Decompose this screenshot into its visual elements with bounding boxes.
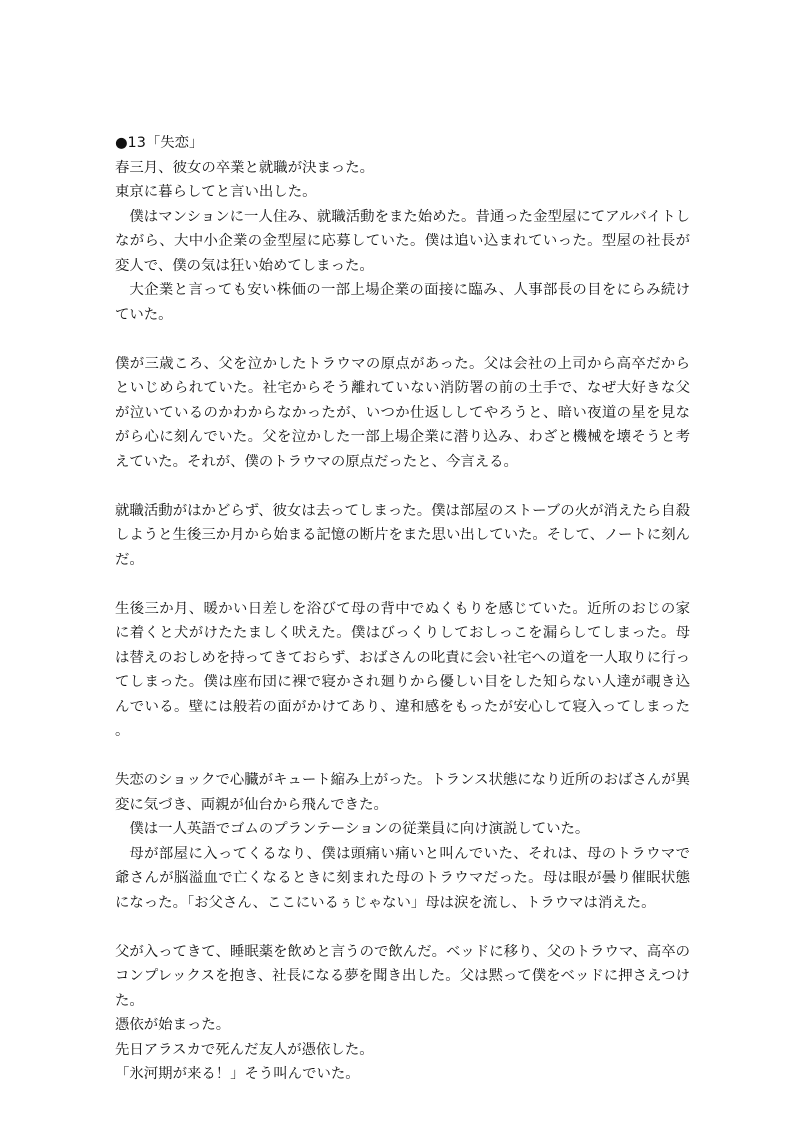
paragraph: 母が部屋に入ってくるなり、僕は頭痛い痛いと叫んでいた、それは、母のトラウマで爺さんが脳溢血で亡くなるときに刻まれた母のトラウマだった。母は眼が曇り催眠状態になった。「お父さん、ここにいるぅじゃない」母は涙を流し、トラウマは消えた。 <box>115 845 690 911</box>
paragraph: 失恋のショックで心臓がキュート縮み上がった。トランス状態になり近所のおばさんが異変に気づき、両親が仙台から飛んできた。 <box>115 772 690 813</box>
paragraph-spacer <box>115 744 690 769</box>
text-line: 憑依が始まった。 <box>115 1017 231 1033</box>
paragraph-spacer <box>115 327 690 352</box>
text-line: 東京に暮らしてと言い出した。 <box>115 184 317 200</box>
text-line: 「氷河期が来る！」そう叫んでいた。 <box>115 1066 360 1082</box>
paragraph: 僕は一人英語でゴムのプランテーションの従業員に向け演説していた。 <box>129 821 590 837</box>
section-heading: ●13「失恋」 <box>115 135 204 151</box>
paragraph-spacer <box>115 572 690 597</box>
paragraph-spacer <box>115 915 690 940</box>
paragraph: 就職活動がはかどらず、彼女は去ってしまった。僕は部屋のストーブの火が消えたら自殺しようと生後三か月から始まる記憶の断片をまた思い出していた。そして、ノートに刻んだ。 <box>115 502 690 568</box>
text-line: 先日アラスカで死んだ友人が憑依した。 <box>115 1041 374 1058</box>
paragraph: 僕はマンションに一人住み、就職活動をまた始めた。昔通った金型屋にてアルバイトしながら、大中小企業の金型屋に応募していた。僕は追い込まれていった。型屋の社長が変人で、僕の気は狂い始めてしまった。 <box>115 208 690 274</box>
paragraph: 大企業と言っても安い株価の一部上場企業の面接に臨み、人事部長の目をにらみ続けていた。 <box>115 282 690 323</box>
document-page <box>115 131 690 1087</box>
paragraph: 生後三か月、暖かい日差しを浴びて母の背中でぬくもりを感じていた。近所のおじの家に着くと犬がけたたましく吠えた。僕はびっくりしておしっこを漏らしてしまった。母は替えのおしめを持ってきておらず、おばさんの叱責に会い社宅への道を一人取りに行ってしまった。僕は座布団に裸で寝かされ廻りから優しい目をした知らない人達が覗き込んでいる。壁には般若の面がかけてあり、違和感をもったが安心して寝入ってしまった。 <box>115 600 690 739</box>
paragraph: 僕が三歳ころ、父を泣かしたトラウマの原点があった。父は会社の上司から高卒だからといじめられていた。社宅からそう離れていない消防署の前の土手で、なぜ大好きな父が泣いているのかわからなかったが、いつか仕返ししてやろうと、暗い夜道の星を見ながら心に刻んでいた。父を泣かした一部上場企業に潜り込み、わざと機械を壊そうと考えていた。それが、僕のトラウマの原点だったと、今言える。 <box>115 355 690 470</box>
paragraph-spacer <box>115 474 690 499</box>
document-body <box>115 156 690 1087</box>
text-line: 春三月、彼女の卒業と就職が決まった。 <box>115 159 375 176</box>
paragraph: 父が入ってきて、睡眠薬を飲めと言うので飲んだ。ベッドに移り、父のトラウマ、高卒のコンプレックスを抱き、社長になる夢を聞き出した。父は黙って僕をベッドに押さえつけた。 <box>115 943 690 1009</box>
